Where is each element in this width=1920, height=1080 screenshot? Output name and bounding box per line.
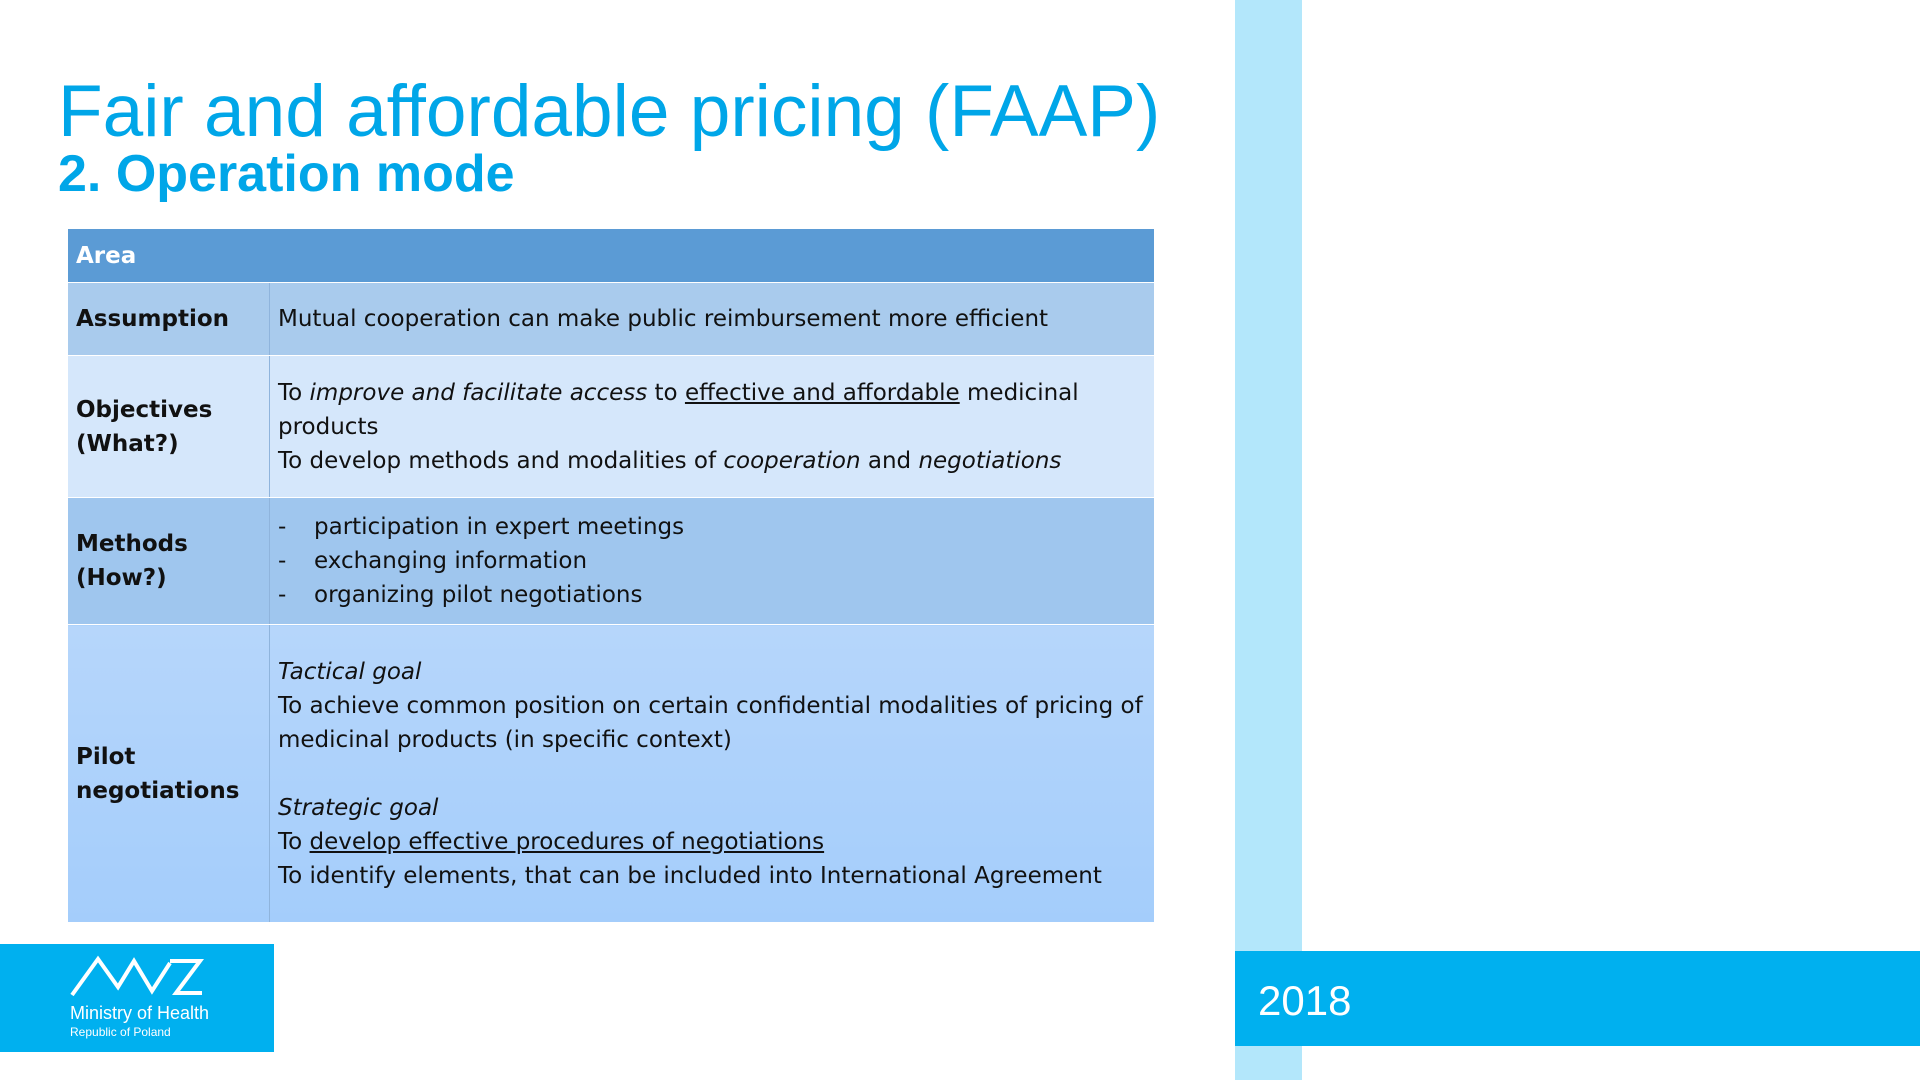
objective-2-part3: and (860, 447, 919, 474)
paragraph-gap (278, 757, 1146, 791)
objectives-label-line1: Objectives (76, 396, 213, 423)
objective-item-2 (278, 444, 1146, 478)
method-item (278, 544, 1146, 578)
objective-1-part4: effective and affordable (684, 379, 960, 406)
slide-subtitle: 2. Operation mode (58, 145, 515, 203)
logo-subname: Republic of Poland (70, 1025, 171, 1039)
method-item (278, 510, 1146, 544)
methods-label-line2: (How?) (76, 565, 167, 591)
pilot-content (270, 625, 1155, 923)
method-item (278, 578, 1146, 612)
table-row-pilot-negotiations (68, 625, 1155, 923)
strategic-goal-line-1 (278, 825, 1146, 859)
table-header-area: Area (68, 229, 1155, 283)
tactical-goal-text: To achieve common position on certain confidential modalities of pricing of medicinal products (in specific context) (278, 692, 1143, 753)
objective-1-part2: improve and facilitate access (309, 379, 648, 406)
objectives-label-line2: (What?) (76, 430, 179, 457)
strategic-goal-heading: Strategic goal (278, 794, 439, 821)
row-label-assumption: Assumption (68, 283, 270, 356)
row-label-objectives (68, 356, 270, 498)
objective-2-part2: cooperation (723, 447, 861, 474)
assumption-text: Mutual cooperation can make public reimbursement more efficient (270, 283, 1155, 356)
bullet-dash: - (278, 514, 287, 540)
side-stripe (1235, 0, 1302, 1080)
bullet-dash: - (278, 548, 287, 574)
ministry-logo (0, 944, 274, 1052)
methods-label-line1: Methods (76, 531, 188, 557)
method-item-text: participation in expert meetings (314, 514, 685, 540)
tactical-goal-heading: Tactical goal (278, 658, 422, 685)
pilot-label-line2: negotiations (76, 777, 240, 804)
slide-title: Fair and affordable pricing (FAAP) (58, 71, 1161, 152)
table-row-objectives (68, 356, 1155, 498)
methods-content (270, 498, 1155, 625)
row-label-methods (68, 498, 270, 625)
year-band (1235, 951, 1920, 1046)
table-row-methods (68, 498, 1155, 625)
pilot-label-line1: Pilot (76, 743, 136, 770)
bullet-dash: - (278, 582, 287, 608)
method-item-text: organizing pilot negotiations (314, 582, 643, 608)
objective-1-part1: To (278, 379, 310, 406)
objective-1-part5: medicinal products (278, 379, 1079, 440)
table-row-assumption (68, 283, 1155, 356)
logo-name: Ministry of Health (70, 1003, 210, 1023)
row-label-pilot-negotiations (68, 625, 270, 923)
area-table (67, 228, 1155, 923)
table-header-row (68, 229, 1155, 283)
objectives-content (270, 356, 1155, 498)
objective-2-part4: negotiations (918, 447, 1062, 474)
objective-2-part1: To develop methods and modalities of (278, 447, 724, 474)
objective-1-part3: to (647, 379, 685, 406)
strategic-1-part2: develop effective procedures of negotiations (309, 828, 825, 855)
ministry-logo-mark-icon (70, 955, 204, 999)
method-item-text: exchanging information (314, 548, 588, 574)
strategic-goal-line-2: To identify elements, that can be included into International Agreement (278, 862, 1102, 889)
objective-item-1 (278, 376, 1146, 444)
year-label: 2018 (1258, 977, 1352, 1024)
strategic-1-part1: To (278, 828, 310, 855)
